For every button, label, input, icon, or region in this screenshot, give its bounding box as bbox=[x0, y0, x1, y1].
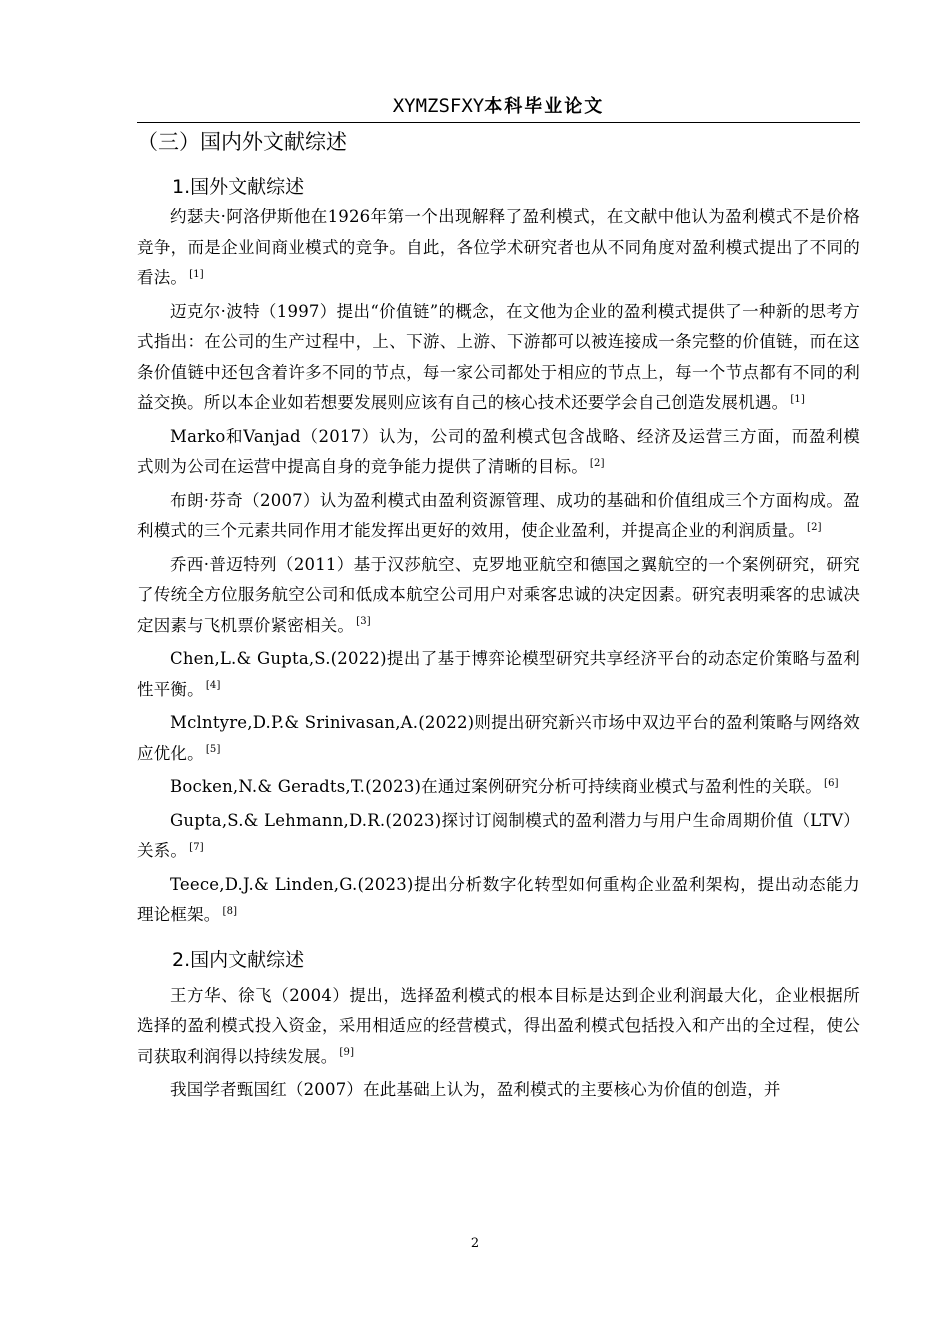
subsection-title-foreign: 1.国外文献综述 bbox=[172, 176, 305, 198]
paragraph-text: Chen,L.& Gupta,S.(2022)提出了基于博弈论模型研究共享经济平台的动态定价策略与盈利性平衡。 bbox=[137, 649, 860, 699]
section-title: （三）国内外文献综述 bbox=[137, 130, 347, 154]
paragraph-text: 迈克尔·波特（1997）提出“价值链”的概念，在文他为企业的盈利模式提供了一种新的思考方式指出：在公司的生产过程中，上、下游、上游、下游都可以被连接成一条完整的价值链，而在这条价值链中还包含着许多不同的节点，每一家公司都处于相应的节点上，每一个节点都有不同的利益交换。所以本企业如若想要发展则应该有自己的核心技术还要学会自己创造发展机遇。 bbox=[137, 301, 860, 412]
foreign-review-paragraphs bbox=[137, 202, 860, 931]
paragraph-text: Marko和Vanjad（2017）认为，公司的盈利模式包含战略、经济及运营三方面，而盈利模式则为公司在运营中提高自身的竞争能力提供了清晰的目标。 bbox=[137, 426, 860, 476]
paragraph bbox=[137, 202, 860, 294]
domestic-review-paragraphs bbox=[137, 981, 860, 1106]
citation-ref: [2] bbox=[589, 457, 605, 469]
paragraph bbox=[137, 981, 860, 1073]
citation-ref: [6] bbox=[823, 777, 839, 789]
citation-ref: [8] bbox=[222, 905, 238, 917]
paragraph bbox=[137, 486, 860, 547]
citation-ref: [4] bbox=[205, 680, 221, 691]
paragraph bbox=[137, 422, 860, 483]
paragraph bbox=[137, 297, 860, 419]
paragraph-text: Gupta,S.& Lehmann,D.R.(2023)探讨订阅制模式的盈利潜力与用户生命周期价值（LTV）关系。 bbox=[137, 810, 860, 860]
paragraph-text: 乔西·普迈特列（2011）基于汉莎航空、克罗地亚航空和德国之翼航空的一个案例研究，研究了传统全方位服务航空公司和低成本航空公司用户对乘客忠诚的决定因素。研究表明乘客的忠诚决定因素与飞机票价紧密相关。 bbox=[137, 554, 860, 635]
paragraph bbox=[137, 772, 860, 803]
document-body bbox=[137, 121, 860, 1106]
paragraph-text: 布朗·芬奇（2007）认为盈利模式由盈利资源管理、成功的基础和价值组成三个方面构成。盈利模式的三个元素共同作用才能发挥出更好的效用，使企业盈利，并提高企业的利润质量。 bbox=[137, 490, 860, 540]
paragraph bbox=[137, 806, 860, 867]
paragraph-text: 我国学者甄国红（2007）在此基础上认为，盈利模式的主要核心为价值的创造，并 bbox=[170, 1080, 781, 1099]
citation-ref: [5] bbox=[205, 744, 221, 755]
paragraph bbox=[137, 1075, 860, 1106]
header-code: XYMZSFXY bbox=[392, 95, 485, 117]
paragraph bbox=[137, 870, 860, 931]
citation-ref: [1] bbox=[790, 393, 806, 405]
page-number: 2 bbox=[470, 1236, 480, 1251]
subsection-title-domestic: 2.国内文献综述 bbox=[172, 948, 305, 971]
paragraph-text: Mclntyre,D.P.& Srinivasan,A.(2022)则提出研究新兴市场中双边平台的盈利策略与网络效应优化。 bbox=[137, 713, 860, 763]
paragraph-text: Bocken,N.& Geradts,T.(2023)在通过案例研究分析可持续商业模式与盈利性的关联。 bbox=[170, 777, 822, 796]
paragraph-text: 王方华、徐飞（2004）提出，选择盈利模式的根本目标是达到企业利润最大化，企业根据所选择的盈利模式投入资金，采用相适应的经营模式，得出盈利模式包括投入和产出的全过程，使公司获取利润得以持续发展。 bbox=[137, 985, 860, 1066]
paragraph-text: 约瑟夫·阿洛伊斯他在1926年第一个出现解释了盈利模式，在文献中他认为盈利模式不是价格竞争，而是企业间商业模式的竞争。自此，各位学术研究者也从不同角度对盈利模式提出了不同的看法。 bbox=[137, 207, 860, 287]
citation-ref: [1] bbox=[189, 268, 204, 280]
paragraph bbox=[137, 550, 860, 642]
citation-ref: [3] bbox=[356, 616, 371, 627]
page-header bbox=[137, 92, 860, 123]
paragraph bbox=[137, 644, 860, 705]
paragraph-text: Teece,D.J.& Linden,G.(2023)提出分析数字化转型如何重构企业盈利架构，提出动态能力理论框架。 bbox=[137, 874, 860, 924]
citation-ref: [7] bbox=[189, 841, 204, 853]
header-title: 本科毕业论文 bbox=[484, 96, 605, 117]
citation-ref: [9] bbox=[339, 1047, 355, 1058]
citation-ref: [2] bbox=[807, 521, 822, 533]
paragraph bbox=[137, 708, 860, 769]
